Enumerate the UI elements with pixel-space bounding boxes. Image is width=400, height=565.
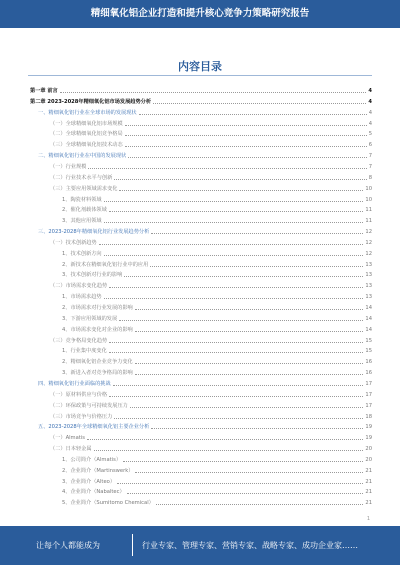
toc-entry-page: 5 <box>368 131 372 138</box>
toc-entry-page: 14 <box>365 326 372 333</box>
toc-entry-title: （一）Almatis <box>50 435 85 442</box>
toc-entry-title: （三）主要应用领域需求变化 <box>50 185 118 192</box>
toc-entry-page: 21 <box>365 478 372 485</box>
toc-entry-page: 11 <box>365 218 372 225</box>
toc-entry-page: 19 <box>365 424 372 431</box>
dot-leader <box>109 210 364 212</box>
toc-entry-title: 2、精细氧化铝企业竞争力变化 <box>62 359 133 366</box>
toc-entry[interactable] <box>62 327 372 333</box>
toc-entry[interactable] <box>62 305 372 311</box>
toc-entry-title: （三）市场竞争与价格压力 <box>50 413 113 420</box>
dot-leader <box>60 91 367 93</box>
toc-entry-title: 3、企业简介（Alteo） <box>62 478 116 485</box>
toc-entry[interactable] <box>62 500 372 506</box>
dot-leader <box>153 102 366 104</box>
footer-tagline: 行业专家、管理专家、营销专家、战略专家、成功企业家…… <box>142 541 358 550</box>
dot-leader <box>128 156 366 158</box>
toc-entry-title: 2、市场需求对行业发展的影响 <box>62 305 133 311</box>
toc-entry[interactable] <box>38 229 372 235</box>
toc-entry[interactable] <box>50 403 372 409</box>
toc-entry[interactable] <box>62 262 372 268</box>
toc-entry[interactable] <box>62 251 372 257</box>
dot-leader <box>123 460 363 462</box>
toc-entry-title: 1、市场需求趋势 <box>62 294 102 301</box>
toc-entry-page: 18 <box>365 413 372 420</box>
toc-entry-title: 一、精细氧化铝行业在全球市场的发展现状 <box>38 109 137 116</box>
toc-entry-page: 12 <box>365 229 372 236</box>
toc-entry[interactable] <box>62 370 372 376</box>
dot-leader <box>119 319 363 321</box>
toc-entry-title: 2、催化剂载体领域 <box>62 207 107 214</box>
dot-leader <box>109 286 363 288</box>
toc-entry-title: 3、新进入者对竞争格局的影响 <box>62 370 133 377</box>
dot-leader <box>88 167 366 169</box>
toc-entry-page: 7 <box>368 163 372 170</box>
page-number: 1 <box>366 516 370 522</box>
toc-entry[interactable] <box>38 153 372 159</box>
toc-entry-page: 4 <box>368 98 372 105</box>
toc-entry-title: 第二章 2023-2028年精细氧化铝市场发展趋势分析 <box>30 98 152 105</box>
toc-entry-page: 21 <box>365 467 372 474</box>
dot-leader <box>125 134 367 136</box>
toc-entry-page: 4 <box>368 120 372 127</box>
dot-leader <box>135 362 364 364</box>
toc-entry-page: 17 <box>365 402 372 409</box>
toc-entry-page: 14 <box>365 305 372 311</box>
toc-entry-page: 13 <box>365 283 372 290</box>
toc-entry-page: 13 <box>365 294 372 301</box>
dot-leader <box>135 330 364 332</box>
toc-entry-page: 8 <box>368 174 372 181</box>
dot-leader <box>119 189 363 191</box>
toc-entry[interactable] <box>50 164 372 170</box>
toc-entry-page: 12 <box>365 239 372 246</box>
report-title: 精细氧化铝企业打造和提升核心竞争力策略研究报告 <box>90 8 310 19</box>
toc-entry[interactable] <box>50 131 372 137</box>
toc-entry[interactable] <box>62 272 372 278</box>
dot-leader <box>135 308 364 310</box>
toc-entry-title: （二）日本轻金属 <box>50 446 92 453</box>
toc-entry-page: 7 <box>368 153 372 160</box>
toc-entry-title: （一）全球精细氧化铝市场规模 <box>50 120 123 127</box>
dot-leader <box>117 482 363 484</box>
toc-entry-page: 6 <box>368 142 372 149</box>
toc-entry-title: 5、企业简介（Sumitomo Chemical） <box>62 500 154 507</box>
toc-entry-title: （一）原材料供应与价格 <box>50 391 108 398</box>
toc-entry-page: 17 <box>365 391 372 398</box>
toc-entry-title: 3、下游应用领域的发展 <box>62 315 118 322</box>
toc-entry-title: 4、企业简介（Nabaltec） <box>62 489 125 496</box>
toc-entry-page: 4 <box>368 109 372 116</box>
toc-entry-title: （二）环保政策与可持续发展压力 <box>50 402 128 409</box>
toc-entry-title: 第一章 前言 <box>30 88 58 94</box>
toc-entry[interactable] <box>62 489 372 495</box>
toc-entry-page: 16 <box>365 370 372 377</box>
toc-entry[interactable] <box>62 468 372 474</box>
toc-entry[interactable] <box>50 175 372 181</box>
toc-entry[interactable] <box>50 338 372 344</box>
footer-slogan: 让每个人都能成为 <box>36 541 100 550</box>
toc-entry[interactable] <box>50 414 372 420</box>
dot-leader <box>113 384 364 386</box>
toc-entry-title: （二）全球精细氧化铝竞争格局 <box>50 131 123 138</box>
toc-entry-page: 19 <box>365 435 372 442</box>
toc-entry[interactable] <box>62 479 372 485</box>
dot-leader <box>150 265 363 267</box>
toc-entry[interactable] <box>50 142 372 148</box>
toc-entry[interactable] <box>50 240 372 246</box>
toc-entry-title: 3、其他应用领域 <box>62 218 102 225</box>
toc-entry-page: 10 <box>365 196 372 203</box>
toc-entry-page: 12 <box>365 250 372 257</box>
toc-entry-page: 20 <box>365 446 372 453</box>
footer-divider <box>132 534 133 556</box>
dot-leader <box>125 145 367 147</box>
dot-leader <box>109 395 363 397</box>
toc-entry-page: 13 <box>365 272 372 279</box>
toc-entry[interactable] <box>62 218 372 224</box>
toc-entry-title: （三）竞争格局变化趋势 <box>50 337 108 344</box>
toc-entry[interactable] <box>38 110 372 116</box>
toc-entry-page: 15 <box>365 337 372 344</box>
toc-entry-page: 11 <box>365 207 372 214</box>
toc-entry-title: 1、行业集中度变化 <box>62 348 107 355</box>
heading-divider <box>28 75 372 76</box>
dot-leader <box>109 341 363 343</box>
toc-entry-title: （三）全球精细氧化铝技术动态 <box>50 142 123 149</box>
dot-leader <box>104 297 364 299</box>
toc-entry-title: 1、技术创新方向 <box>62 250 102 257</box>
dot-leader <box>127 492 364 494</box>
dot-leader <box>151 427 363 429</box>
toc-entry[interactable] <box>62 294 372 300</box>
toc-entry-page: 14 <box>365 315 372 322</box>
toc-entry[interactable] <box>30 88 372 94</box>
toc-entry[interactable] <box>50 283 372 289</box>
toc-entry[interactable] <box>38 381 372 387</box>
toc-entry-title: 三、2023-2028年精细氧化铝行业发展趋势分析 <box>38 229 150 236</box>
dot-leader <box>130 406 364 408</box>
toc-entry[interactable] <box>62 348 372 354</box>
toc-entry-page: 4 <box>368 88 372 94</box>
toc-entry-page: 17 <box>365 380 372 387</box>
toc-entry-title: 4、市场需求变化对企业的影响 <box>62 326 133 333</box>
toc-entry-title: 五、2023-2028年全球精细氧化铝主要企业分析 <box>38 424 150 431</box>
dot-leader <box>104 200 364 202</box>
toc-entry-page: 10 <box>365 185 372 192</box>
toc-entry[interactable] <box>62 457 372 463</box>
dot-leader <box>125 124 367 126</box>
toc-entry-page: 13 <box>365 261 372 268</box>
dot-leader <box>87 438 363 440</box>
toc-entry-title: 二、精细氧化铝行业在中国的发展现状 <box>38 153 127 160</box>
toc-entry[interactable] <box>62 197 372 203</box>
dot-leader <box>104 254 364 256</box>
toc-entry-title: 1、公司简介（Almatis） <box>62 456 122 463</box>
dot-leader <box>104 221 364 223</box>
toc-entry[interactable] <box>38 424 372 430</box>
toc-entry[interactable] <box>50 435 372 441</box>
dot-leader <box>114 178 366 180</box>
dot-leader <box>151 232 363 234</box>
toc-entry-title: 2、新技术在精细氧化铝行业中的应用 <box>62 261 149 268</box>
toc-entry-title: 四、精细氧化铝行业面临的挑战 <box>38 380 111 387</box>
toc-entry-title: （二）市场需求变化趋势 <box>50 283 108 290</box>
dot-leader <box>94 449 364 451</box>
toc-entry[interactable] <box>62 316 372 322</box>
toc-entry-title: 3、技术创新对行业的影响 <box>62 272 123 279</box>
dot-leader <box>114 417 363 419</box>
toc-entry-page: 15 <box>365 348 372 355</box>
dot-leader <box>124 275 363 277</box>
toc-entry[interactable] <box>50 186 372 192</box>
toc-entry-title: （一）技术创新趋势 <box>50 239 97 246</box>
dot-leader <box>99 243 364 245</box>
dot-leader <box>156 503 364 505</box>
toc-entry[interactable] <box>50 392 372 398</box>
toc-entry[interactable] <box>30 99 372 105</box>
dot-leader <box>135 471 363 473</box>
toc-entry-page: 16 <box>365 359 372 366</box>
toc-entry-title: （一）行业规模 <box>50 163 87 170</box>
toc-entry-title: （二）行业技术水平与创新 <box>50 174 113 181</box>
dot-leader <box>109 351 364 353</box>
toc-entry-title: 2、企业简介（Martinswerk） <box>62 467 134 474</box>
toc-entry-title: 1、陶瓷材料领域 <box>62 196 102 203</box>
toc-entry[interactable] <box>50 121 372 127</box>
toc-entry-page: 21 <box>365 489 372 496</box>
toc-entry[interactable] <box>62 359 372 365</box>
toc-entry-page: 21 <box>365 500 372 507</box>
toc-entry[interactable] <box>50 446 372 452</box>
dot-leader <box>139 113 367 115</box>
toc-entry[interactable] <box>62 207 372 213</box>
toc-heading: 内容目录 <box>178 60 222 73</box>
toc-entry-page: 20 <box>365 456 372 463</box>
dot-leader <box>135 373 364 375</box>
